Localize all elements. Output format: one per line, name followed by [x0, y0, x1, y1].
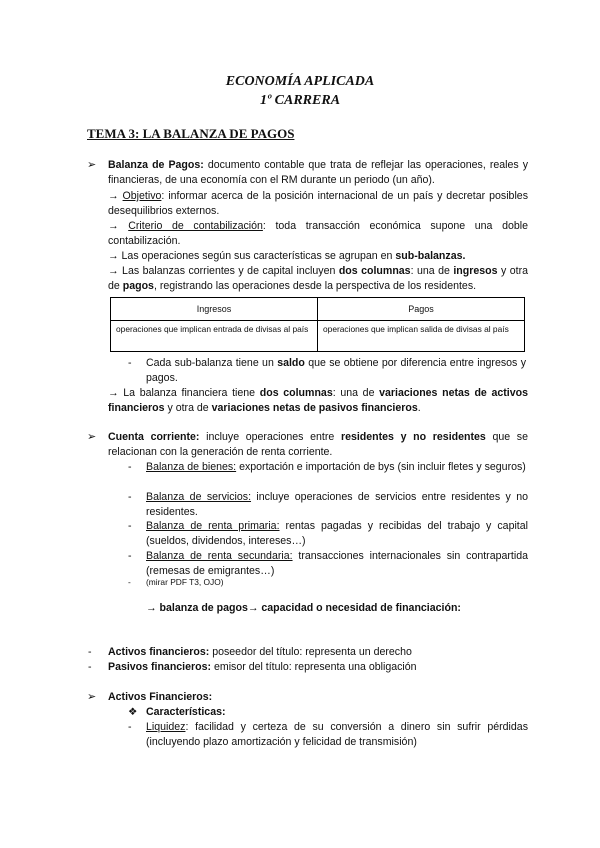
dash-bullet: - [88, 646, 92, 658]
item-text: incluye operaciones de servicios entre residentes y no residentes. [146, 491, 528, 518]
financiera-line [108, 386, 528, 416]
table-header-row [111, 298, 525, 321]
balanza-label: Balanza de Pagos: [108, 159, 204, 171]
list-item [146, 460, 528, 475]
activos-label: Activos Financieros: [108, 691, 213, 703]
dash-bullet: - [88, 661, 92, 673]
pagos-bold: pagos [122, 280, 154, 292]
balanza-definition [108, 158, 528, 188]
item-text: exportación e importación de bys (sin incluir fletes y seguros) [236, 461, 526, 473]
financiera-text: → La balanza financiera tiene [108, 387, 260, 399]
columnas-text: → Las balanzas corrientes y de capital incluyen [108, 265, 339, 277]
summary-text: balanza de pagos→ capacidad o necesidad de financiación: [156, 602, 461, 614]
def-pasivos [108, 660, 528, 675]
dash-bullet: - [128, 357, 132, 369]
liquidez-label: Liquidez [146, 721, 186, 733]
dash-bullet: - [128, 721, 132, 733]
criterio-text: : toda transacción económica supone una doble contabilización. [108, 220, 528, 247]
financiera-text: : una de [332, 387, 380, 399]
subbalanzas-bold: sub-balanzas. [395, 250, 466, 262]
objetivo-line [108, 189, 528, 219]
def-text: poseedor del título: representa un derecho [209, 646, 412, 658]
caracteristicas-heading [146, 705, 528, 720]
item-label: Balanza de renta secundaria: [146, 550, 293, 562]
subbalanzas-text: → Las operaciones según sus características se agrupan en [108, 250, 396, 262]
cuenta-definition [108, 430, 528, 460]
dash-bullet: - [128, 550, 132, 562]
columnas-text: y otra de [108, 265, 528, 292]
arrow-bullet-icon: ➢ [87, 431, 97, 443]
saldo-bold: saldo [277, 357, 305, 369]
objetivo-text: : informar acerca de la posición internacional de un país y decretar posibles desequilibrios externos. [108, 190, 528, 217]
cuenta-text: incluye operaciones entre [199, 431, 341, 443]
arrow-bullet-icon: ➢ [87, 159, 97, 171]
saldo-line [146, 356, 526, 386]
saldo-text: que se obtiene por diferencia entre ingresos y pagos. [146, 357, 526, 384]
def-label: Activos financieros: [108, 646, 210, 658]
tema-heading: TEMA 3: LA BALANZA DE PAGOS [87, 126, 295, 141]
ingresos-bold: ingresos [453, 265, 498, 277]
balanza-text: documento contable que trata de reflejar las operaciones, reales y financieras, de una economía con el RM durante un periodo (un año). [108, 159, 528, 186]
columnas-text: , registrando las operaciones desde la perspectiva de los residentes. [153, 280, 477, 292]
table-header-ingresos: Ingresos [111, 298, 318, 321]
caracteristicas-label: Características: [146, 706, 226, 718]
doc-title-line2: 1º CARRERA [259, 93, 341, 108]
financiera-text: . [417, 402, 421, 414]
columnas-text: : una de [410, 265, 454, 277]
financiera-bold: dos columnas [259, 387, 333, 399]
summary-line [146, 601, 528, 616]
diamond-bullet-icon: ❖ [128, 706, 138, 718]
subbalanzas-line [108, 249, 528, 264]
item-text: transacciones internacionales sin contrapartida (remesas de emigrantes…) [146, 550, 528, 577]
cuenta-label: Cuenta corriente: [108, 431, 200, 443]
liquidez-item [146, 720, 528, 750]
table-row [111, 321, 525, 352]
arrow-icon: → [108, 220, 129, 232]
financiera-bold: variaciones netas de pasivos financieros [211, 402, 418, 414]
financiera-text: y otra de [164, 402, 212, 414]
cuenta-text: que se relacionan con la generación de renta corriente. [108, 431, 528, 458]
activos-heading [108, 690, 528, 705]
columnas-bold: dos columnas [338, 265, 411, 277]
item-text: rentas pagadas y recibidas del trabajo y capital (sueldos, dividendos, intereses…) [146, 520, 528, 547]
list-item [146, 519, 528, 549]
dash-bullet: - [128, 520, 132, 532]
def-activos [108, 645, 528, 660]
table-cell-pagos: operaciones que implican salida de divisas al país [318, 321, 525, 352]
criterio-line [108, 219, 528, 249]
list-item [146, 490, 528, 520]
saldo-text: Cada sub-balanza tiene un [146, 357, 278, 369]
dash-bullet: - [128, 461, 132, 473]
arrow-icon: → [146, 602, 157, 614]
criterio-label: Criterio de contabilización [128, 220, 263, 232]
cuenta-bold: residentes y no residentes [340, 431, 486, 443]
table-header-pagos: Pagos [318, 298, 525, 321]
arrow-bullet-icon: ➢ [87, 691, 97, 703]
liquidez-text: : facilidad y certeza de su conversión a dinero sin sufrir pérdidas (incluyendo plazo amortización y felicidad de transmisión) [146, 721, 528, 748]
ingresos-pagos-table [110, 297, 525, 352]
dash-bullet: - [128, 577, 131, 587]
dash-bullet: - [128, 491, 132, 503]
def-text: emisor del título: representa una obligación [211, 661, 417, 673]
doc-title-line1: ECONOMÍA APLICADA [225, 74, 375, 89]
arrow-icon: → [108, 190, 123, 202]
financiera-bold: variaciones netas de activos financieros [108, 387, 529, 414]
columnas-line [108, 264, 528, 294]
objetivo-label: Objetivo [122, 190, 162, 202]
table-cell-ingresos: operaciones que implican entrada de divisas al país [111, 321, 318, 352]
item-label: Balanza de bienes: [146, 461, 237, 473]
pdf-note: (mirar PDF T3, OJO) [146, 577, 224, 587]
def-label: Pasivos financieros: [108, 661, 212, 673]
item-label: Balanza de servicios: [146, 491, 252, 503]
item-label: Balanza de renta primaria: [146, 520, 280, 532]
